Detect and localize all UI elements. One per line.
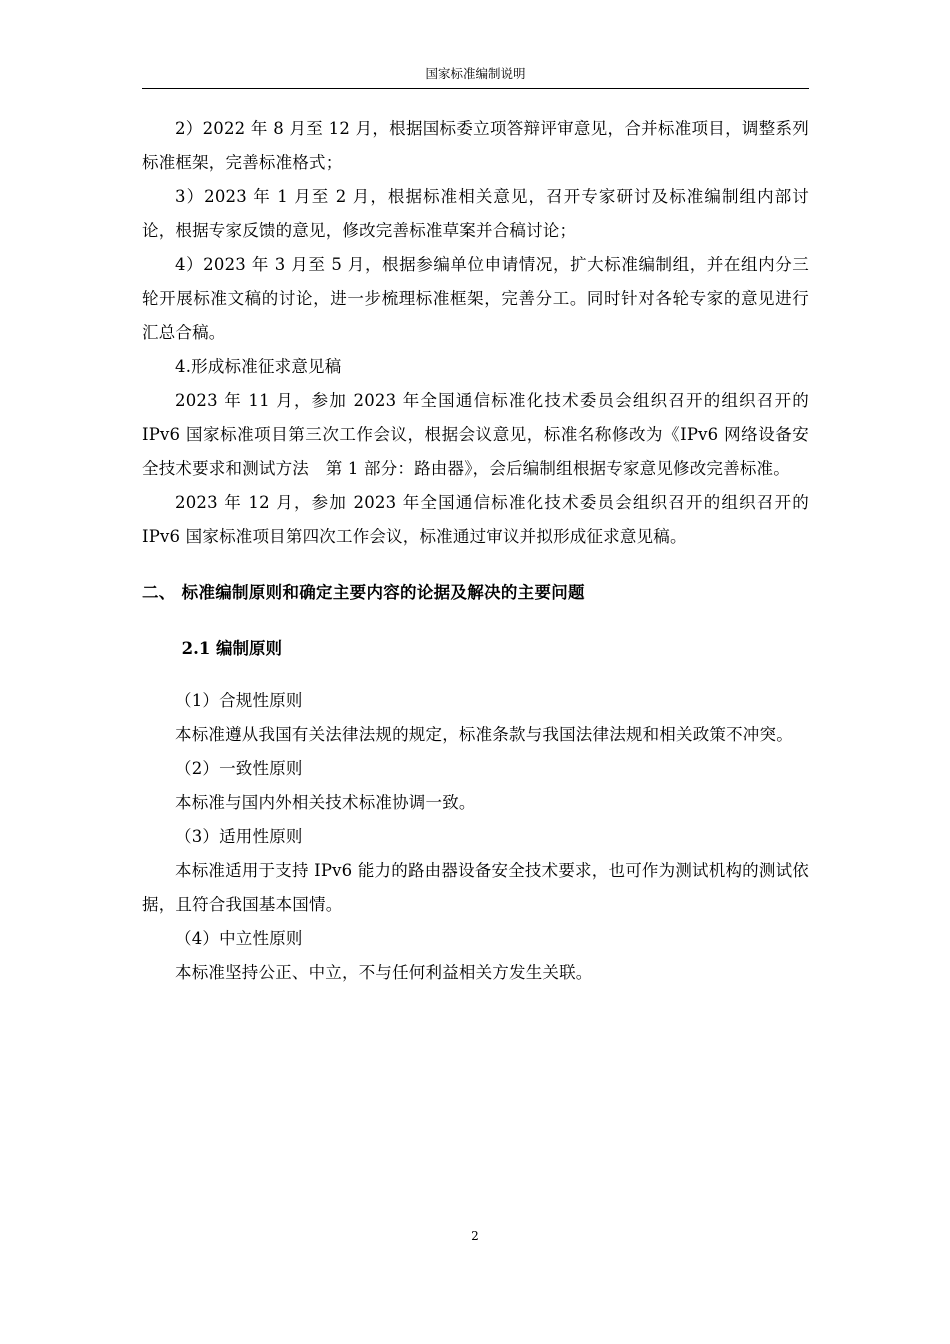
document-body	[142, 112, 809, 990]
paragraph-dec-2023: 2023 年 12 月，参加 2023 年全国通信标准化技术委员会组织召开的组织召开的 IPv6 国家标准项目第四次工作会议，标准通过审议并拟形成征求意见稿。	[142, 493, 809, 546]
section-heading: 二、 标准编制原则和确定主要内容的论据及解决的主要问题	[142, 583, 585, 602]
principle-consistency-text: 本标准与国内外相关技术标准协调一致。	[175, 793, 476, 812]
principle-consistency-title: （2）一致性原则	[175, 759, 303, 778]
principle-applicability-text: 本标准适用于支持 IPv6 能力的路由器设备安全技术要求，也可作为测试机构的测试依据，且符合我国基本国情。	[142, 861, 809, 914]
paragraph-step-2: 2）2022 年 8 月至 12 月，根据国标委立项答辩评审意见，合并标准项目，调整系列标准框架，完善标准格式；	[142, 119, 809, 172]
page-number: 2	[471, 1229, 479, 1243]
principle-compliance-text: 本标准遵从我国有关法律法规的规定，标准条款与我国法律法规和相关政策不冲突。	[175, 725, 793, 744]
paragraph-nov-2023: 2023 年 11 月，参加 2023 年全国通信标准化技术委员会组织召开的组织召开的 IPv6 国家标准项目第三次工作会议，根据会议意见，标准名称修改为《IPv6 网络设备安全技术要求和测试方法 第 1 部分：路由器》，会后编制组根据专家意见修改完善标准。	[142, 391, 809, 478]
paragraph-step-4: 4）2023 年 3 月至 5 月，根据参编单位申请情况，扩大标准编制组，并在组内分三轮开展标准文稿的讨论，进一步梳理标准框架，完善分工。同时针对各轮专家的意见进行汇总合稿。	[142, 255, 809, 342]
principle-compliance-title: （1）合规性原则	[175, 691, 303, 710]
principle-neutrality-text: 本标准坚持公正、中立，不与任何利益相关方发生关联。	[175, 963, 593, 982]
principle-neutrality-title: （4）中立性原则	[175, 929, 303, 948]
page-header	[142, 64, 809, 89]
paragraph-draft-heading: 4.形成标准征求意见稿	[175, 357, 342, 376]
principle-applicability-title: （3）适用性原则	[175, 827, 303, 846]
header-title: 国家标准编制说明	[425, 66, 526, 81]
subsection-heading: 2.1 编制原则	[181, 639, 283, 658]
paragraph-step-3: 3）2023 年 1 月至 2 月，根据标准相关意见，召开专家研讨及标准编制组内部讨论，根据专家反馈的意见，修改完善标准草案并合稿讨论；	[142, 187, 809, 240]
